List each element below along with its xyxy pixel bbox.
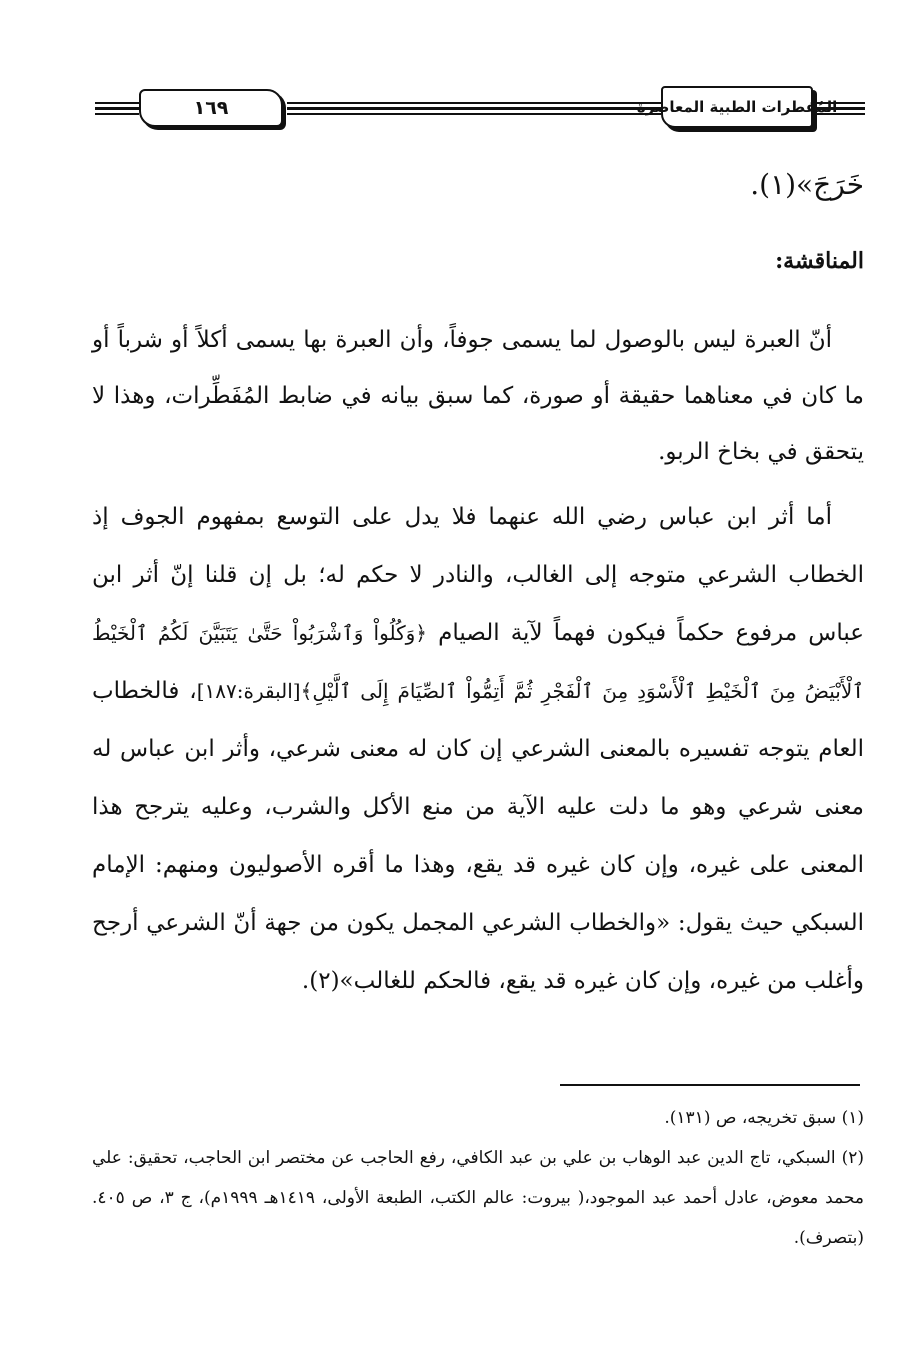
header-rule: [287, 113, 661, 115]
footnote: (٢) السبكي، تاج الدين عبد الوهاب بن علي بن عبد الكافي، رفع الحاجب عن مختصر ابن الحاجب، تحقيق: علي محمد معوض، عادل أحمد عبد الموجود،( بيروت: عالم الكتب، الطبعة الأولى، ١٤١٩هـ ١٩٩٩م)، ج ٣، ص ٤٠٥. (بتصرف).: [92, 1148, 864, 1248]
header-rule: [287, 107, 661, 110]
header-rule: [95, 107, 139, 110]
header-rule: [813, 107, 865, 110]
paragraph-text: أما أثر ابن عباس رضي الله عنهما فلا يدل على التوسع بمفهوم الجوف إذ الخطاب الشرعي متوجه إلى الغالب، والنادر لا حكم له؛ بل إن قلنا إنّ أثر ابن عباس مرفوع حكماً فيكون فهماً لآية الصيام: [92, 504, 864, 646]
footnotes: [92, 1098, 864, 1258]
header-rule: [813, 113, 865, 115]
header-rule: [287, 102, 661, 104]
paragraph: [92, 488, 864, 1010]
book-title-frame: [636, 86, 838, 128]
continued-text: خَرَجَ»(١).: [750, 168, 864, 201]
section-heading: المناقشة:: [775, 248, 864, 274]
paragraph-text: ، فالخطاب العام يتوجه تفسيره بالمعنى الشرعي إن كان له معنى شرعي، وأثر ابن عباس له معنى شرعي وهو ما دلت عليه الآية من منع الأكل والشرب، وعليه يترجح هذا المعنى على غيره، وإن كان غيره قد يقع، وهذا ما أقره الأصوليون ومنهم: الإمام السبكي حيث يقول: «والخطاب الشرعي المجمل يكون من جهة أنّ الشرعي أرجح وأغلب من غيره، وإن كان غيره قد يقع، فالحكم للغالب»(٢).: [92, 678, 864, 994]
paragraph: أنّ العبرة ليس بالوصول لما يسمى جوفاً، وأن العبرة بها يسمى أكلاً أو شرباً أو ما كان في معناهما حقيقة أو صورة، كما سبق بيانه في ضابط المُفَطِّرات، وهذا لا يتحقق في بخاخ الربو.: [92, 327, 864, 465]
book-title: المُفطرات الطبية المعاصرة: [636, 98, 838, 116]
footnote: (١) سبق تخريجه، ص (١٣١).: [664, 1108, 864, 1128]
quran-verse: ﴿وَكُلُواْ وَٱشْرَبُواْ حَتَّىٰ يَتَبَيَّنَ لَكُمُ ٱلْخَيْطُ ٱلْأَبْيَضُ مِنَ ٱلْخَيْطِ ٱلْأَسْوَدِ مِنَ ٱلْفَجْرِ ثُمَّ أَتِمُّواْ ٱلصِّيَامَ إِلَى ٱلَّيْلِ﴾: [92, 621, 864, 703]
page-number-frame: [139, 89, 283, 127]
header-rule: [813, 102, 865, 104]
header-rule: [95, 102, 139, 104]
page-number: ١٦٩: [193, 97, 229, 119]
page-header: [95, 86, 865, 134]
header-rule: [95, 113, 139, 115]
footnote-separator: [560, 1084, 860, 1086]
verse-reference: [البقرة:١٨٧]: [196, 679, 301, 703]
